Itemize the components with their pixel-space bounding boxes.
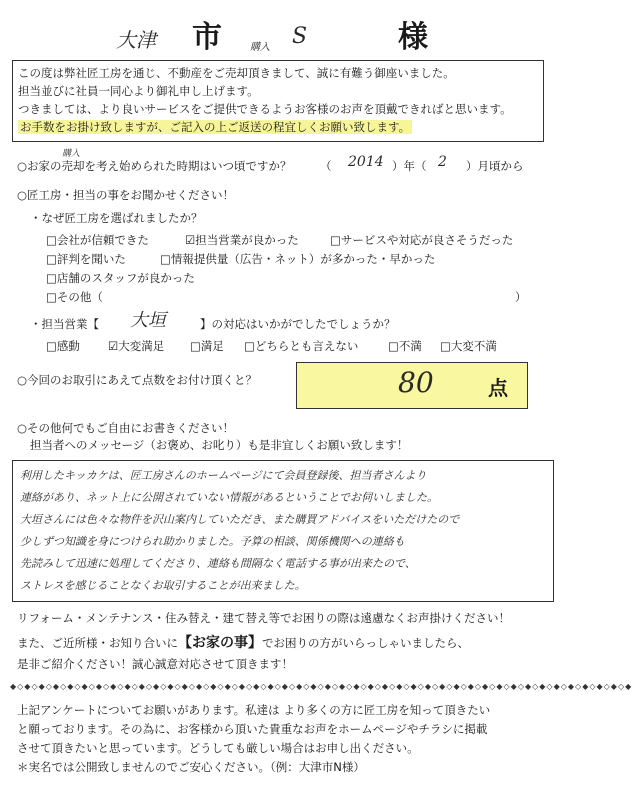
q1-month-value[interactable]: 2 (438, 154, 447, 170)
q2-sub2-pre: ・担当営業【 (30, 317, 99, 331)
city-handwritten: 大津 (116, 28, 156, 52)
score-value-handwritten[interactable]: 80 (398, 366, 434, 399)
decorative-divider: ◆◇◆◇◆◇◆◇◆◇◆◇◆◇◆◇◆◇◆◇◆◇◆◇◆◇◆◇◆◇◆◇◆◇◆◇◆◇◆◇◆◇◆◇◆◇◆◇◆◇◆◇◆◇◆◇◆◇◆◇◆◇◆◇◆◇◆◇◆◇◆◇◆◇◆◇◆◇◆◇◆◇◆◇◆◇◆ (10, 682, 632, 691)
rating-very-dissatisfied[interactable]: □大変不満 (440, 339, 497, 353)
rating-kandou[interactable]: □感動 (46, 339, 80, 353)
intro-line-4 (18, 120, 412, 135)
q1-year-value[interactable]: 2014 (348, 154, 384, 170)
rating-satisfied[interactable]: □満足 (190, 339, 224, 353)
customer-name-handwritten: S (292, 24, 308, 49)
q4-title: ○その他何でもご自由にお書きください！ (17, 421, 235, 435)
q1-annotation: 購入 (62, 149, 81, 159)
q1-month-close: ）月頃から (466, 159, 524, 173)
message-line-1: 利用したキッカケは、匠工房さんのホームページにて会員登録後、担当者さんより (20, 469, 427, 482)
rating-neutral[interactable]: □どちらとも言えない (244, 339, 359, 353)
message-line-6: ストレスを感じることなくお取引することが出来ました。 (20, 579, 306, 592)
message-line-2: 連絡があり、ネット上に公開されていない情報があるということでお伺いしました。 (20, 491, 438, 504)
name-annotation: 購入 (250, 42, 270, 53)
intro-line-3: つきましては、より良いサービスをご提供できるようお客様のお声を頂戴できればと思います。 (18, 102, 512, 116)
note-line-4: ＊実名では公開致しませんのでご安心ください。（例：大津市N様） (17, 760, 365, 774)
option-reputation[interactable]: □評判を聞いた (46, 252, 126, 266)
option-other[interactable]: □その他（ (46, 290, 103, 304)
q1-question: ○お家の売却を考え始められた時期はいつ頃ですか？ (17, 159, 292, 173)
honorific-sama: 様 (398, 20, 428, 55)
intro-line-2: 担当並びに社員一同心より御礼申し上げます。 (18, 84, 259, 98)
footer-line-2-post: でお困りの方がいらっしゃいましたら、 (262, 636, 469, 650)
note-line-2: と願っております。その為に、お客様から頂いた貴重なお声をホームページやチラシに掲載 (17, 722, 488, 736)
rating-dissatisfied[interactable]: □不満 (388, 339, 422, 353)
q1-year-open: （ (320, 159, 332, 173)
q3-title: ○今回のお取引にあえて点数をお付け頂くと？ (17, 373, 258, 387)
message-line-5: 先読みして迅速に処理してくださり、連絡も間隔なく電話する事が出来たので、 (20, 557, 416, 570)
q1-year-close: ）年（ (392, 159, 427, 173)
note-line-3: させて頂きたいと思っています。どうしても厳しい場合はお申し出ください。 (17, 741, 419, 755)
option-service-good[interactable]: □サービスや対応が良さそうだった (330, 233, 514, 247)
rating-very-satisfied[interactable]: ☑大変満足 (108, 339, 165, 353)
q2-title: ○匠工房・担当の事をお聞かせください！ (17, 188, 235, 202)
footer-line-2-pre: また、ご近所様・お知り合いに (17, 636, 178, 650)
city-label: 市 (192, 20, 224, 55)
footer-line-1: リフォーム・メンテナンス・住み替え・建て替え等でお困りの際は遠慮なくお声掛けください！ (17, 611, 510, 625)
option-store-staff[interactable]: □店舗のスタッフが良かった (46, 271, 195, 285)
message-line-4: 少しずつ知識を身につけられ助かりました。予算の相談、関係機関への連絡も (20, 535, 405, 548)
q4-sub: 担当者へのメッセージ（お褒め、お叱り）も是非宜しくお願い致します！ (30, 438, 409, 452)
message-line-3: 大垣さんには色々な物件を沢山案内していただき、また購買アドバイスをいただけたので (20, 513, 460, 526)
option-other-close: ） (515, 290, 527, 304)
footer-line-2 (17, 632, 469, 652)
option-sales-rep-good[interactable]: ☑担当営業が良かった (185, 233, 299, 247)
intro-line-1: この度は弊社匠工房を通じ、不動産をご売却頂きまして、誠に有難う御座いました。 (18, 66, 455, 80)
q2-sub2-post: 】の対応はいかがでしたでしょうか？ (200, 317, 396, 331)
intro-highlight: お手数をお掛け致しますが、ご記入の上ご返送の程宜しくお願い致します。 (20, 120, 411, 134)
score-unit: 点 (488, 376, 508, 400)
q2-sub1: ・なぜ匠工房を選ばれましたか？ (30, 211, 203, 225)
option-info-volume[interactable]: □情報提供量（広告・ネット）が多かった・早かった (160, 252, 436, 266)
footer-line-3: 是非ご紹介ください！誠心誠意対応させて頂きます！ (17, 657, 293, 671)
option-company-trust[interactable]: □会社が信頼できた (46, 233, 149, 247)
note-line-1: 上記アンケートについてお願いがあります。私達は より多くの方に匠工房を知って頂きたい (17, 703, 491, 717)
brand-okaji: 【お家の事】 (178, 635, 262, 651)
sales-rep-name-handwritten: 大垣 (130, 310, 166, 331)
